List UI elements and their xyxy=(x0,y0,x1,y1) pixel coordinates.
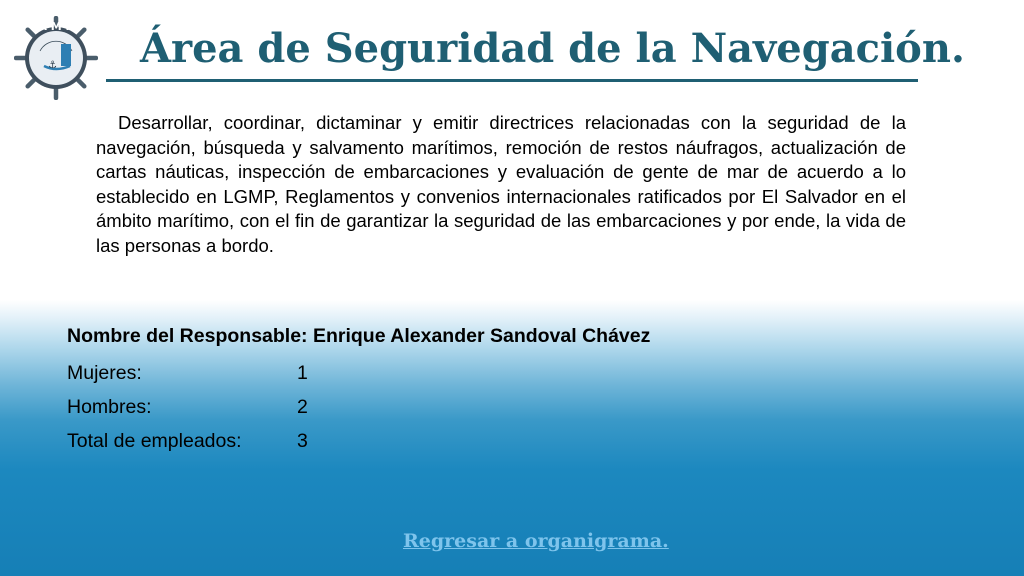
amp-logo-icon xyxy=(14,16,98,100)
area-description: Desarrollar, coordinar, dictaminar y emitir directrices relacionadas con la seguridad de la navegación, búsqueda y salvamento marítimos, remoción de restos náufragos, actualización de cartas náuticas, inspección de embarcaciones y evaluación de gente de mar de acuerdo a lo establecido en LGMP, Reglamentos y convenios internacionales ratificados por El Salvador en el ámbito marítimo, con el fin de garantizar la seguridad de las embarcaciones y por ende, la vida de las personas a bordo. xyxy=(96,112,906,256)
back-to-org-chart-link[interactable]: Regresar a organigrama. xyxy=(403,530,669,552)
page-title: Área de Seguridad de la Navegación. xyxy=(140,25,965,72)
svg-text:⚓: ⚓ xyxy=(48,60,57,71)
stat-label: Mujeres: xyxy=(67,362,142,384)
stat-value: 1 xyxy=(297,362,308,384)
stat-value: 3 xyxy=(297,430,308,452)
title-underline xyxy=(106,79,918,82)
stat-value: 2 xyxy=(297,396,308,418)
stat-label: Hombres: xyxy=(67,396,152,418)
logo-text: A M P xyxy=(38,20,74,33)
stat-label: Total de empleados: xyxy=(67,430,242,452)
responsible-name: Nombre del Responsable: Enrique Alexander Sandoval Chávez xyxy=(67,325,651,347)
